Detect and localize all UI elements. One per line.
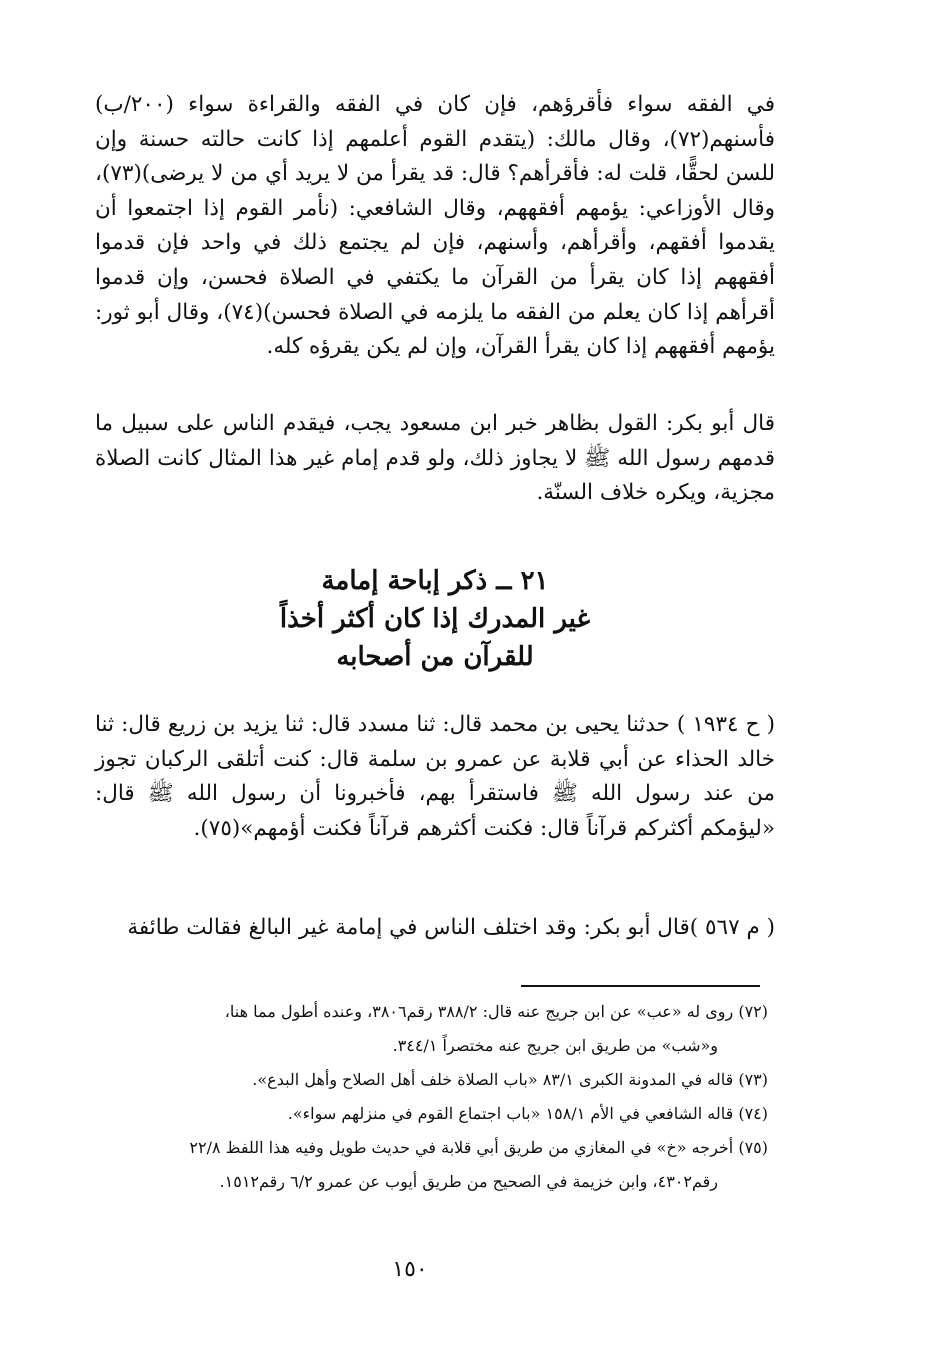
footnote-separator	[521, 985, 760, 987]
body-paragraph-3	[95, 708, 775, 846]
paragraph-text: في الفقه سواء فأقرؤهم، فإن كان في الفقه والقراءة سواء (٢٠٠/ب) فأسنهم(٧٢)، وقال مالك: (يتقدم القوم أعلمهم إذا كانت حالته حسنة وإن للسن لحقًّا، قلت له: فأقرأهم؟ قال: قد يقرأ من لا يريد أي من لا يرضى)(٧٣)، وقال الأوزاعي: يؤمهم أفقههم، وقال الشافعي: (نأمر القوم إذا اجتمعوا أن يقدموا أفقهم، وأقرأهم، وأسنهم، فإن لم يجتمع ذلك في واحد فإن قدموا أفقههم إذا كان يقرأ من القرآن ما يكتفي في الصلاة فحسن، وإن قدموا أقرأهم إذا كان يعلم من الفقه ما يلزمه في الصلاة فحسن)(٧٤)، وقال أبو ثور: يؤمهم أفقههم إذا كان يقرأ القرآن، وإن لم يكن يقرؤه كله.	[95, 92, 775, 360]
section-heading	[95, 562, 775, 676]
footnotes	[95, 995, 768, 1199]
heading-line-3: للقرآن من أصحابه	[336, 642, 534, 672]
paragraph-text: ( م ٥٦٧ )قال أبو بكر: وقد اختلف الناس في إمامة غير البالغ فقالت طائفة	[127, 915, 775, 940]
body-paragraph-4	[95, 911, 775, 946]
footnote-73: (٧٣) قاله في المدونة الكبرى ٨٣/١ «باب الصلاة خلف أهل الصلاح وأهل البدع».	[252, 1070, 768, 1089]
footnote-75-line-1: (٧٥) أخرجه «خ» في المغازي من طريق أبي قلابة في حديث طويل وفيه هذا اللفظ ٢٢/٨	[189, 1138, 768, 1157]
body-paragraph-2	[95, 407, 775, 511]
footnote-75-line-2: رقم٤٣٠٢، وابن خزيمة في الصحيح من طريق أيوب عن عمرو ٦/٢ رقم١٥١٢.	[219, 1172, 718, 1191]
paragraph-text: ( ح ١٩٣٤ ) حدثنا يحيى بن محمد قال: ثنا مسدد قال: ثنا يزيد بن زريع قال: ثنا خالد الحذاء عن أبي قلابة عن عمرو بن سلمة قال: كنت أتلقى الركبان تجوز من عند رسول الله ﷺ فاستقرأ بهم، فأخبرونا أن رسول الله ﷺ قال: «ليؤمكم أكثركم قرآناً قال: فكنت أكثرهم قرآناً فكنت أؤمهم»(٧٥).	[95, 712, 775, 841]
footnote-72-line-2: و«شب» من طريق ابن جريج عنه مختصراً ٣٤٤/١.	[392, 1036, 718, 1055]
heading-line-1: ٢١ ــ ذكر إباحة إمامة	[321, 566, 549, 596]
footnote-72-line-1: (٧٢) روى له «عب» عن ابن جريج عنه قال: ٣٨٨/٢ رقم٣٨٠٦، وعنده أطول مما هنا،	[224, 1002, 768, 1021]
paragraph-text: قال أبو بكر: القول بظاهر خبر ابن مسعود يجب، فيقدم الناس على سبيل ما قدمهم رسول الله ﷺ لا يجاوز ذلك، ولو قدم إمام غير هذا المثال كانت الصلاة مجزية، ويكره خلاف السنّة.	[95, 411, 775, 506]
body-paragraph-1	[95, 88, 775, 365]
page-number: ١٥٠	[392, 1257, 428, 1282]
footnote-75	[95, 1131, 768, 1199]
heading-line-2: غير المدرك إذا كان أكثر أخذاً	[279, 604, 591, 634]
footnote-74: (٧٤) قاله الشافعي في الأم ١٥٨/١ «باب اجتماع القوم في منزلهم سواء».	[287, 1104, 768, 1123]
footnote-72	[95, 995, 768, 1063]
